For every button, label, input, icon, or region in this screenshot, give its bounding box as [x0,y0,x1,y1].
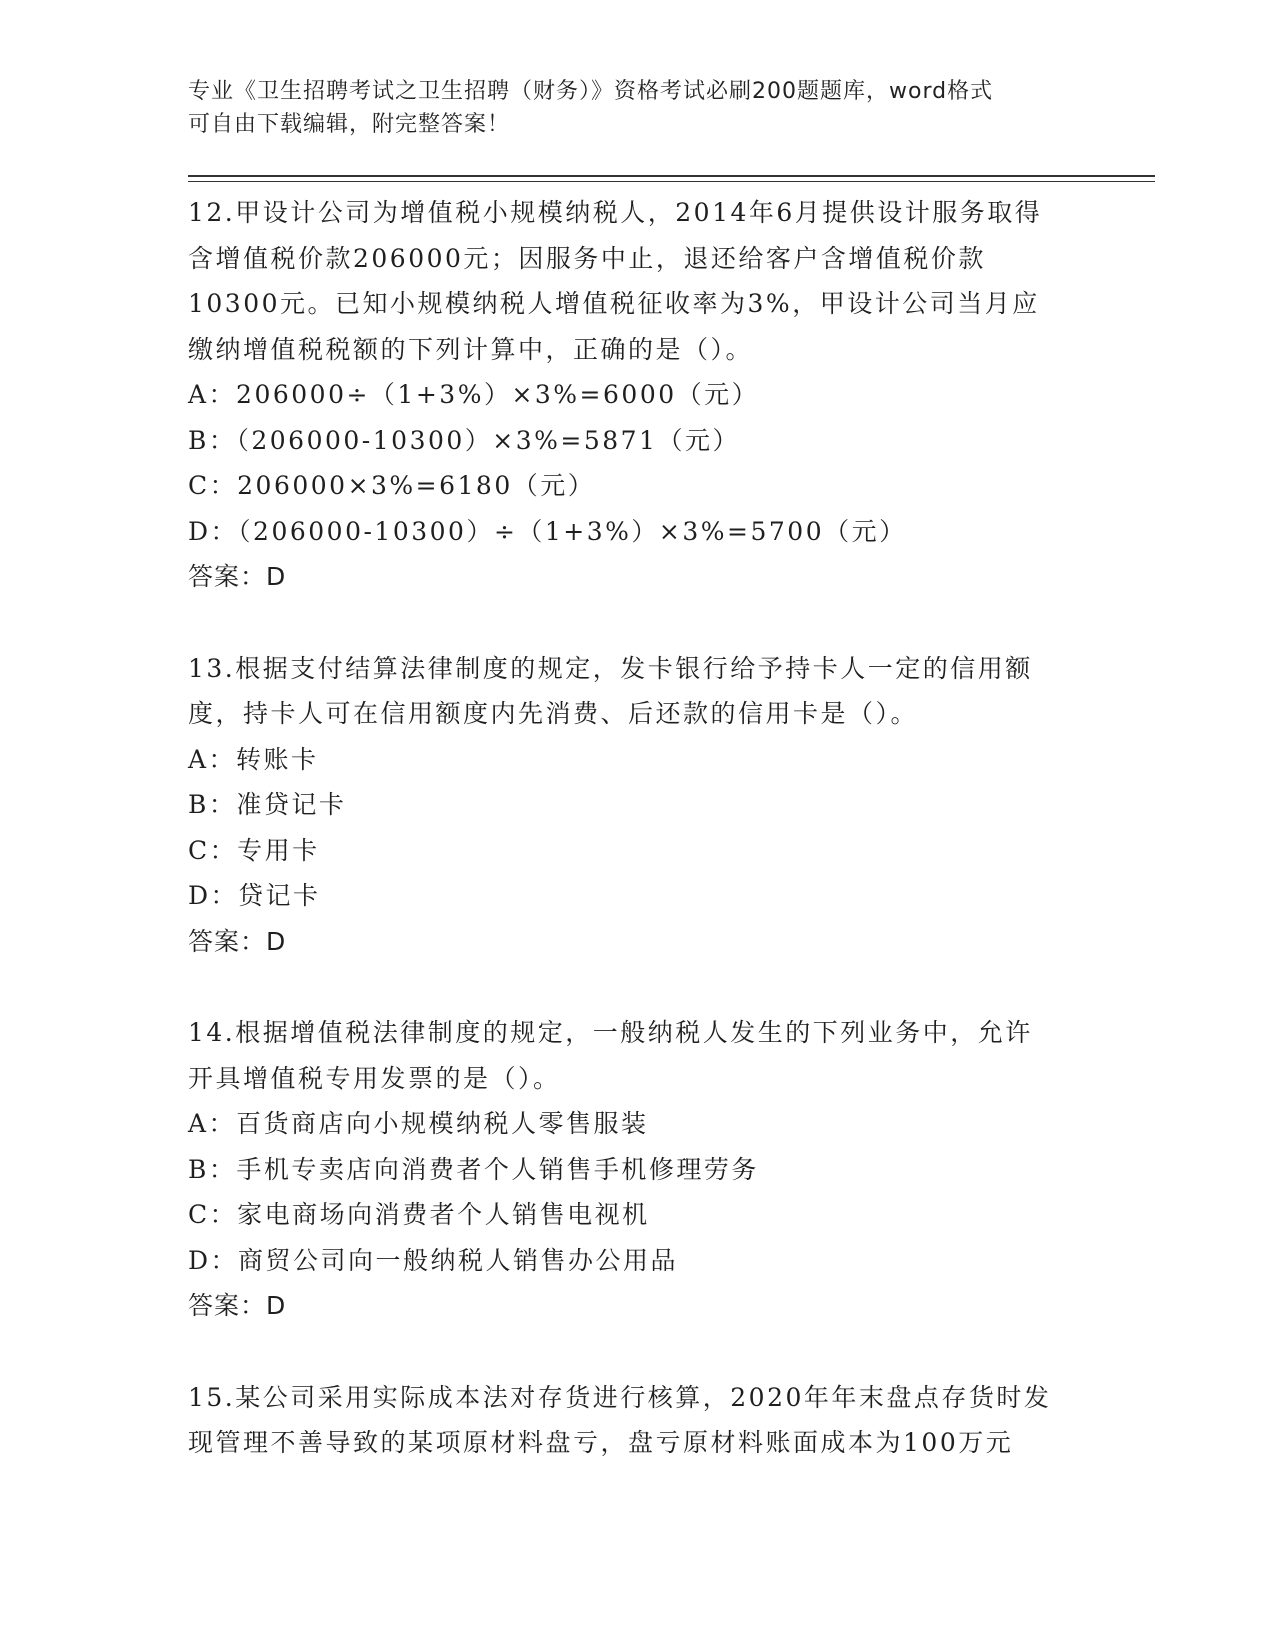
answer: 答案：D [188,562,287,591]
option-c: C：家电商场向消费者个人销售电视机 [188,1200,650,1229]
document-header [188,75,1068,141]
spacer [188,600,1088,646]
option-b: B：准贷记卡 [188,790,347,819]
question-15 [188,1375,1088,1466]
option-a: A：转账卡 [188,744,319,774]
question-text-line: 含增值税价款206000元；因服务中止，退还给客户含增值税价款 [188,243,986,273]
question-14 [188,1010,1088,1329]
question-text-line: 度，持卡人可在信用额度内先消费、后还款的信用卡是（）。 [188,699,919,728]
spacer [188,1329,1088,1375]
option-a: A：206000÷（1+3%）×3%=6000（元） [188,380,760,409]
option-c: C：206000×3%=6180（元） [188,471,596,500]
question-text-line: 开具增值税专用发票的是（）。 [188,1063,561,1093]
answer: 答案：D [188,1291,287,1320]
question-text-line: 14.根据增值税法律制度的规定，一般纳税人发生的下列业务中，允许 [188,1018,1033,1047]
question-text-line: 15.某公司采用实际成本法对存货进行核算，2020年年末盘点存货时发 [188,1382,1052,1412]
question-text-line: 缴纳增值税税额的下列计算中，正确的是（）。 [188,334,754,364]
question-text-line: 12.甲设计公司为增值税小规模纳税人，2014年6月提供设计服务取得 [188,198,1043,227]
header-divider-thick [188,175,1155,177]
header-line-1: 专业《卫生招聘考试之卫生招聘（财务）》资格考试必刷200题题库，word格式 [188,79,994,104]
option-d: D：贷记卡 [188,881,321,910]
spacer [188,964,1088,1010]
option-b: B：手机专卖店向消费者个人销售手机修理劳务 [188,1154,759,1184]
option-d: D：（206000-10300）÷（1+3%）×3%=5700（元） [188,516,907,546]
question-text-line: 现管理不善导致的某项原材料盘亏，盘亏原材料账面成本为100万元 [188,1428,1014,1457]
question-text-line: 13.根据支付结算法律制度的规定，发卡银行给予持卡人一定的信用额 [188,653,1033,683]
option-b: B：（206000-10300）×3%=5871（元） [188,425,740,455]
question-text-line: 10300元。已知小规模纳税人增值税征收率为3%，甲设计公司当月应 [188,289,1040,318]
question-12 [188,190,1088,600]
option-a: A：百货商店向小规模纳税人零售服装 [188,1109,649,1138]
answer: 答案：D [188,926,287,956]
question-13 [188,646,1088,965]
header-line-2: 可自由下载编辑，附完整答案！ [188,112,511,137]
option-c: C：专用卡 [188,835,320,865]
question-list [188,190,1088,1466]
option-d: D：商贸公司向一般纳税人销售办公用品 [188,1245,679,1275]
header-divider-thin [188,181,1155,182]
